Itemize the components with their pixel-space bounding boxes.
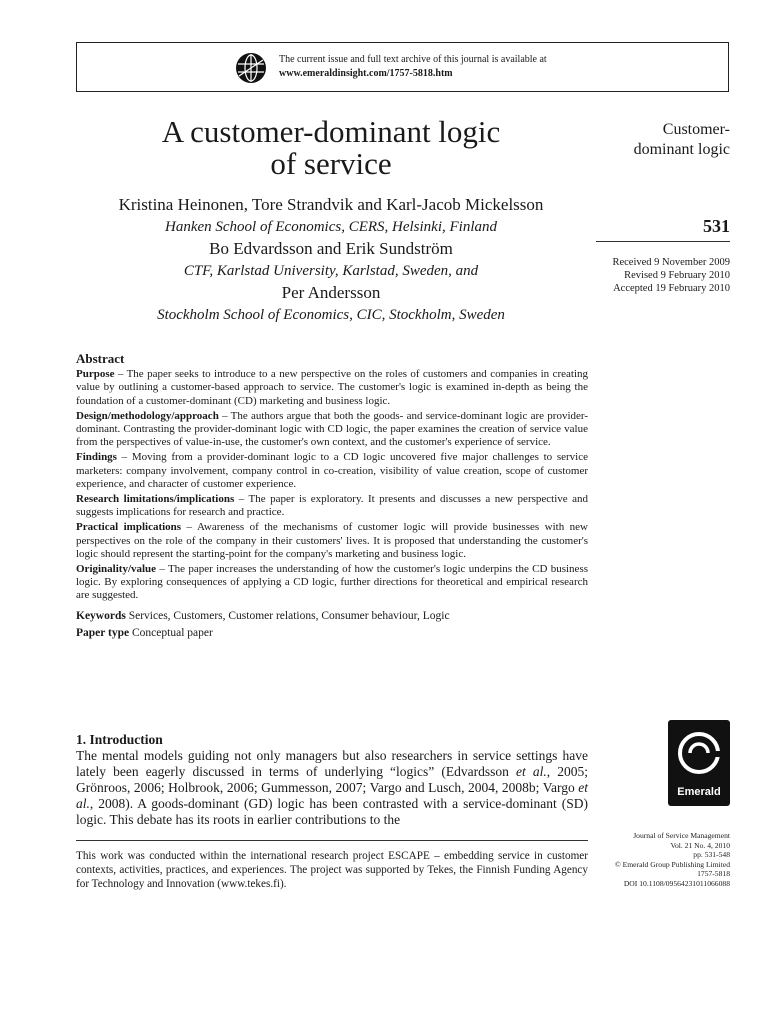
section-text: – The paper is exploratory. It presents and discusses a new perspective and suggests implications for research and practice. — [76, 493, 588, 519]
author-names: Kristina Heinonen, Tore Strandvik and Karl-Jacob Mickelsson — [118, 195, 544, 214]
revised-date: Revised 9 February 2010 — [624, 270, 730, 281]
author-affiliation: Hanken School of Economics, CERS, Helsinki, Finland — [164, 219, 498, 235]
banner-line: The current issue and full text archive of this journal is available at — [279, 54, 547, 65]
author-affiliation: Stockholm School of Economics, CIC, Stockholm, Sweden — [157, 307, 505, 323]
section-label: Design/methodology/approach — [76, 409, 219, 422]
keywords-label: Keywords — [76, 609, 126, 622]
intro-text: , 2005; Grönroos, 2006; Holbrook, 2006; Gummesson, 2007; Vargo and Lusch, 2004, 2008b; Vargo — [76, 764, 588, 795]
issn: 1757-5818 — [697, 869, 730, 879]
section-text: – The paper increases the understanding of how the customer's logic underpins the CD business logic. By exploring consequences of applying a CD logic, further directions for theoretical and empirical research are suggested. — [76, 563, 588, 602]
footnote-divider — [76, 840, 588, 841]
abstract-purpose — [76, 368, 588, 408]
section-label: Research limitations/implications — [76, 493, 235, 506]
received-date: Received 9 November 2009 — [612, 257, 730, 268]
running-title-line: dominant logic — [633, 141, 730, 158]
divider — [596, 241, 730, 242]
paper-type — [76, 627, 588, 640]
footnote: This work was conducted within the international research project ESCAPE – embedding service in customer contexts, activities, practices, and experiences. The project was supported by Tekes, the Finnish Funding Agency for Technology and Innovation (www.tekes.fi). — [76, 850, 588, 890]
journal-volume: Vol. 21 No. 4, 2010 — [670, 840, 730, 850]
abstract — [76, 352, 588, 642]
page-number: 531 — [703, 216, 730, 236]
intro-paragraph — [76, 748, 588, 828]
section-label: Findings — [76, 451, 117, 464]
journal-availability-banner — [76, 42, 729, 92]
abstract-findings — [76, 451, 588, 491]
keywords-text: Services, Customers, Customer relations, Consumer behaviour, Logic — [125, 609, 450, 622]
copyright: © Emerald Group Publishing Limited — [614, 859, 730, 869]
author-names: Bo Edvardsson and Erik Sundström — [209, 239, 453, 258]
introduction-section — [76, 732, 588, 828]
intro-text: The mental models guiding not only managers but also researchers in service settings have lately been eagerly discussed in terms of underlying “logics” (Edvardsson — [76, 748, 588, 779]
author-names: Per Andersson — [281, 283, 381, 302]
journal-info — [580, 831, 730, 889]
emerald-swirl-icon — [668, 722, 730, 784]
doi: DOI 10.1108/09564231011066088 — [623, 878, 730, 888]
emerald-logo-text: Emerald — [677, 786, 721, 798]
section-text: – The authors argue that both the goods- and service-dominant logic are provider-dominant. Contrasting the provider-dominant logic with CD logic, the paper examines the creation of service value from the perspectives of value-in-use, the customer's own context, and the customer's experience of service. — [76, 409, 588, 449]
abstract-heading: Abstract — [76, 351, 125, 366]
section-heading: 1. Introduction — [76, 732, 163, 747]
paper-type-text: Conceptual paper — [129, 626, 213, 639]
intro-text: , 2008). A goods-dominant (GD) logic has been contrasted with a service-dominant (SD) logic. This debate has its roots in earlier contributions to the — [76, 796, 588, 827]
author-block — [76, 194, 586, 326]
keywords — [76, 609, 588, 624]
section-text: – Moving from a provider-dominant logic to a CD logic uncovered five major challenges to service marketers: company involvement, company control in co-creation, visibility of value creation, scope of customer experience, and character of customer experience. — [76, 451, 588, 490]
title-line-2: of service — [270, 146, 392, 181]
abstract-research-limitations — [76, 493, 588, 519]
intro-etal: et al. — [516, 764, 547, 779]
section-text: – The paper seeks to introduce to a new perspective on the roles of customers and companies in creating value by outlining a customer-based approach to service. The customer's logic is examined in-depth as being the foundation of a customer-dominant (CD) marketing and business logic. — [76, 368, 588, 407]
title-line-1: A customer-dominant logic — [161, 114, 501, 149]
banner-text — [279, 53, 547, 81]
journal-name: Journal of Service Management — [633, 831, 730, 840]
abstract-originality — [76, 563, 588, 603]
globe-icon — [235, 52, 267, 84]
section-label: Purpose — [76, 368, 115, 381]
section-label: Originality/value — [76, 563, 157, 576]
submission-dates — [586, 256, 730, 295]
section-label: Practical implications — [76, 521, 182, 534]
author-affiliation: CTF, Karlstad University, Karlstad, Sweden, and — [183, 263, 479, 279]
abstract-practical-implications — [76, 521, 588, 561]
running-title-line: Customer- — [662, 121, 730, 138]
running-title — [586, 120, 730, 160]
journal-pages: pp. 531-548 — [693, 850, 730, 860]
paper-title — [76, 116, 586, 180]
journal-url-link[interactable]: www.emeraldinsight.com/1757-5818.htm — [279, 68, 453, 79]
paper-type-label: Paper type — [76, 626, 130, 639]
accepted-date: Accepted 19 February 2010 — [613, 283, 730, 294]
abstract-design — [76, 410, 588, 450]
section-text: – Awareness of the mechanisms of customer logic will provide businesses with new perspectives on the role of the company in their customers' lives. It is proposed that understanding the customer's logic should represent the starting-point for the company's marketing and business logic. — [76, 521, 589, 560]
intro-etal: et al. — [76, 780, 588, 811]
emerald-logo — [668, 720, 730, 806]
